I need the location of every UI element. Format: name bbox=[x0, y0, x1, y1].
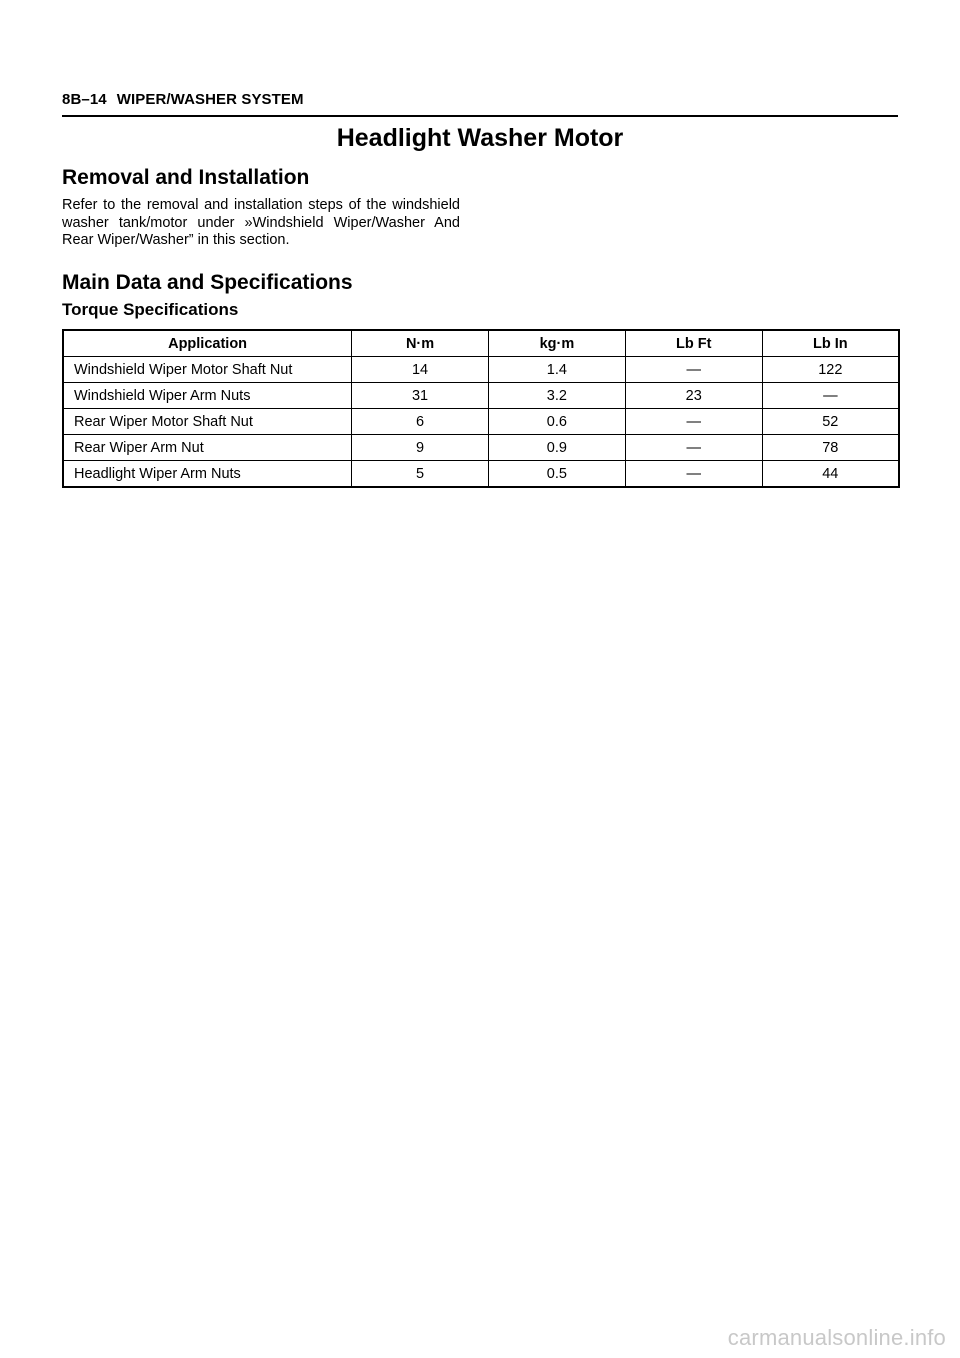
section-code: 8B–14 bbox=[62, 91, 107, 108]
main-data-heading: Main Data and Specifications bbox=[62, 271, 353, 294]
cell-lbft: — bbox=[625, 357, 762, 383]
section-title: WIPER/WASHER SYSTEM bbox=[116, 91, 304, 108]
cell-lbin: 78 bbox=[762, 435, 899, 461]
cell-lbft: — bbox=[625, 461, 762, 488]
cell-kgm: 0.6 bbox=[488, 409, 625, 435]
column-header-application: Application bbox=[63, 330, 352, 357]
removal-heading: Removal and Installation bbox=[62, 166, 310, 189]
column-header-nm: N·m bbox=[352, 330, 489, 357]
header-rule bbox=[62, 115, 898, 117]
cell-nm: 14 bbox=[352, 357, 489, 383]
cell-lbft: — bbox=[625, 409, 762, 435]
table-header-row bbox=[63, 330, 899, 357]
table-row bbox=[63, 461, 899, 488]
cell-lbin: 44 bbox=[762, 461, 899, 488]
cell-application: Rear Wiper Motor Shaft Nut bbox=[63, 409, 352, 435]
cell-nm: 6 bbox=[352, 409, 489, 435]
removal-text: Refer to the removal and installation steps of the windshield washer tank/motor under »Windshield Wiper/Washer And Rear Wiper/Washer” in this section. bbox=[62, 197, 460, 248]
torque-specifications-table bbox=[62, 329, 900, 488]
cell-application: Headlight Wiper Arm Nuts bbox=[63, 461, 352, 488]
cell-lbft: — bbox=[625, 435, 762, 461]
column-header-kgm: kg·m bbox=[488, 330, 625, 357]
watermark: carmanualsonline.info bbox=[727, 1325, 946, 1350]
table-row bbox=[63, 435, 899, 461]
cell-lbin: 52 bbox=[762, 409, 899, 435]
cell-kgm: 1.4 bbox=[488, 357, 625, 383]
cell-lbin: — bbox=[762, 383, 899, 409]
cell-nm: 9 bbox=[352, 435, 489, 461]
page-title: Headlight Washer Motor bbox=[336, 124, 624, 152]
cell-application: Windshield Wiper Arm Nuts bbox=[63, 383, 352, 409]
column-header-lbin: Lb In bbox=[762, 330, 899, 357]
cell-kgm: 0.9 bbox=[488, 435, 625, 461]
running-header bbox=[62, 91, 304, 108]
torque-specifications-heading: Torque Specifications bbox=[62, 300, 239, 319]
cell-lbft: 23 bbox=[625, 383, 762, 409]
cell-kgm: 0.5 bbox=[488, 461, 625, 488]
cell-kgm: 3.2 bbox=[488, 383, 625, 409]
table-row bbox=[63, 409, 899, 435]
cell-nm: 5 bbox=[352, 461, 489, 488]
cell-application: Rear Wiper Arm Nut bbox=[63, 435, 352, 461]
table-row bbox=[63, 357, 899, 383]
cell-application: Windshield Wiper Motor Shaft Nut bbox=[63, 357, 352, 383]
cell-lbin: 122 bbox=[762, 357, 899, 383]
table-row bbox=[63, 383, 899, 409]
cell-nm: 31 bbox=[352, 383, 489, 409]
column-header-lbft: Lb Ft bbox=[625, 330, 762, 357]
